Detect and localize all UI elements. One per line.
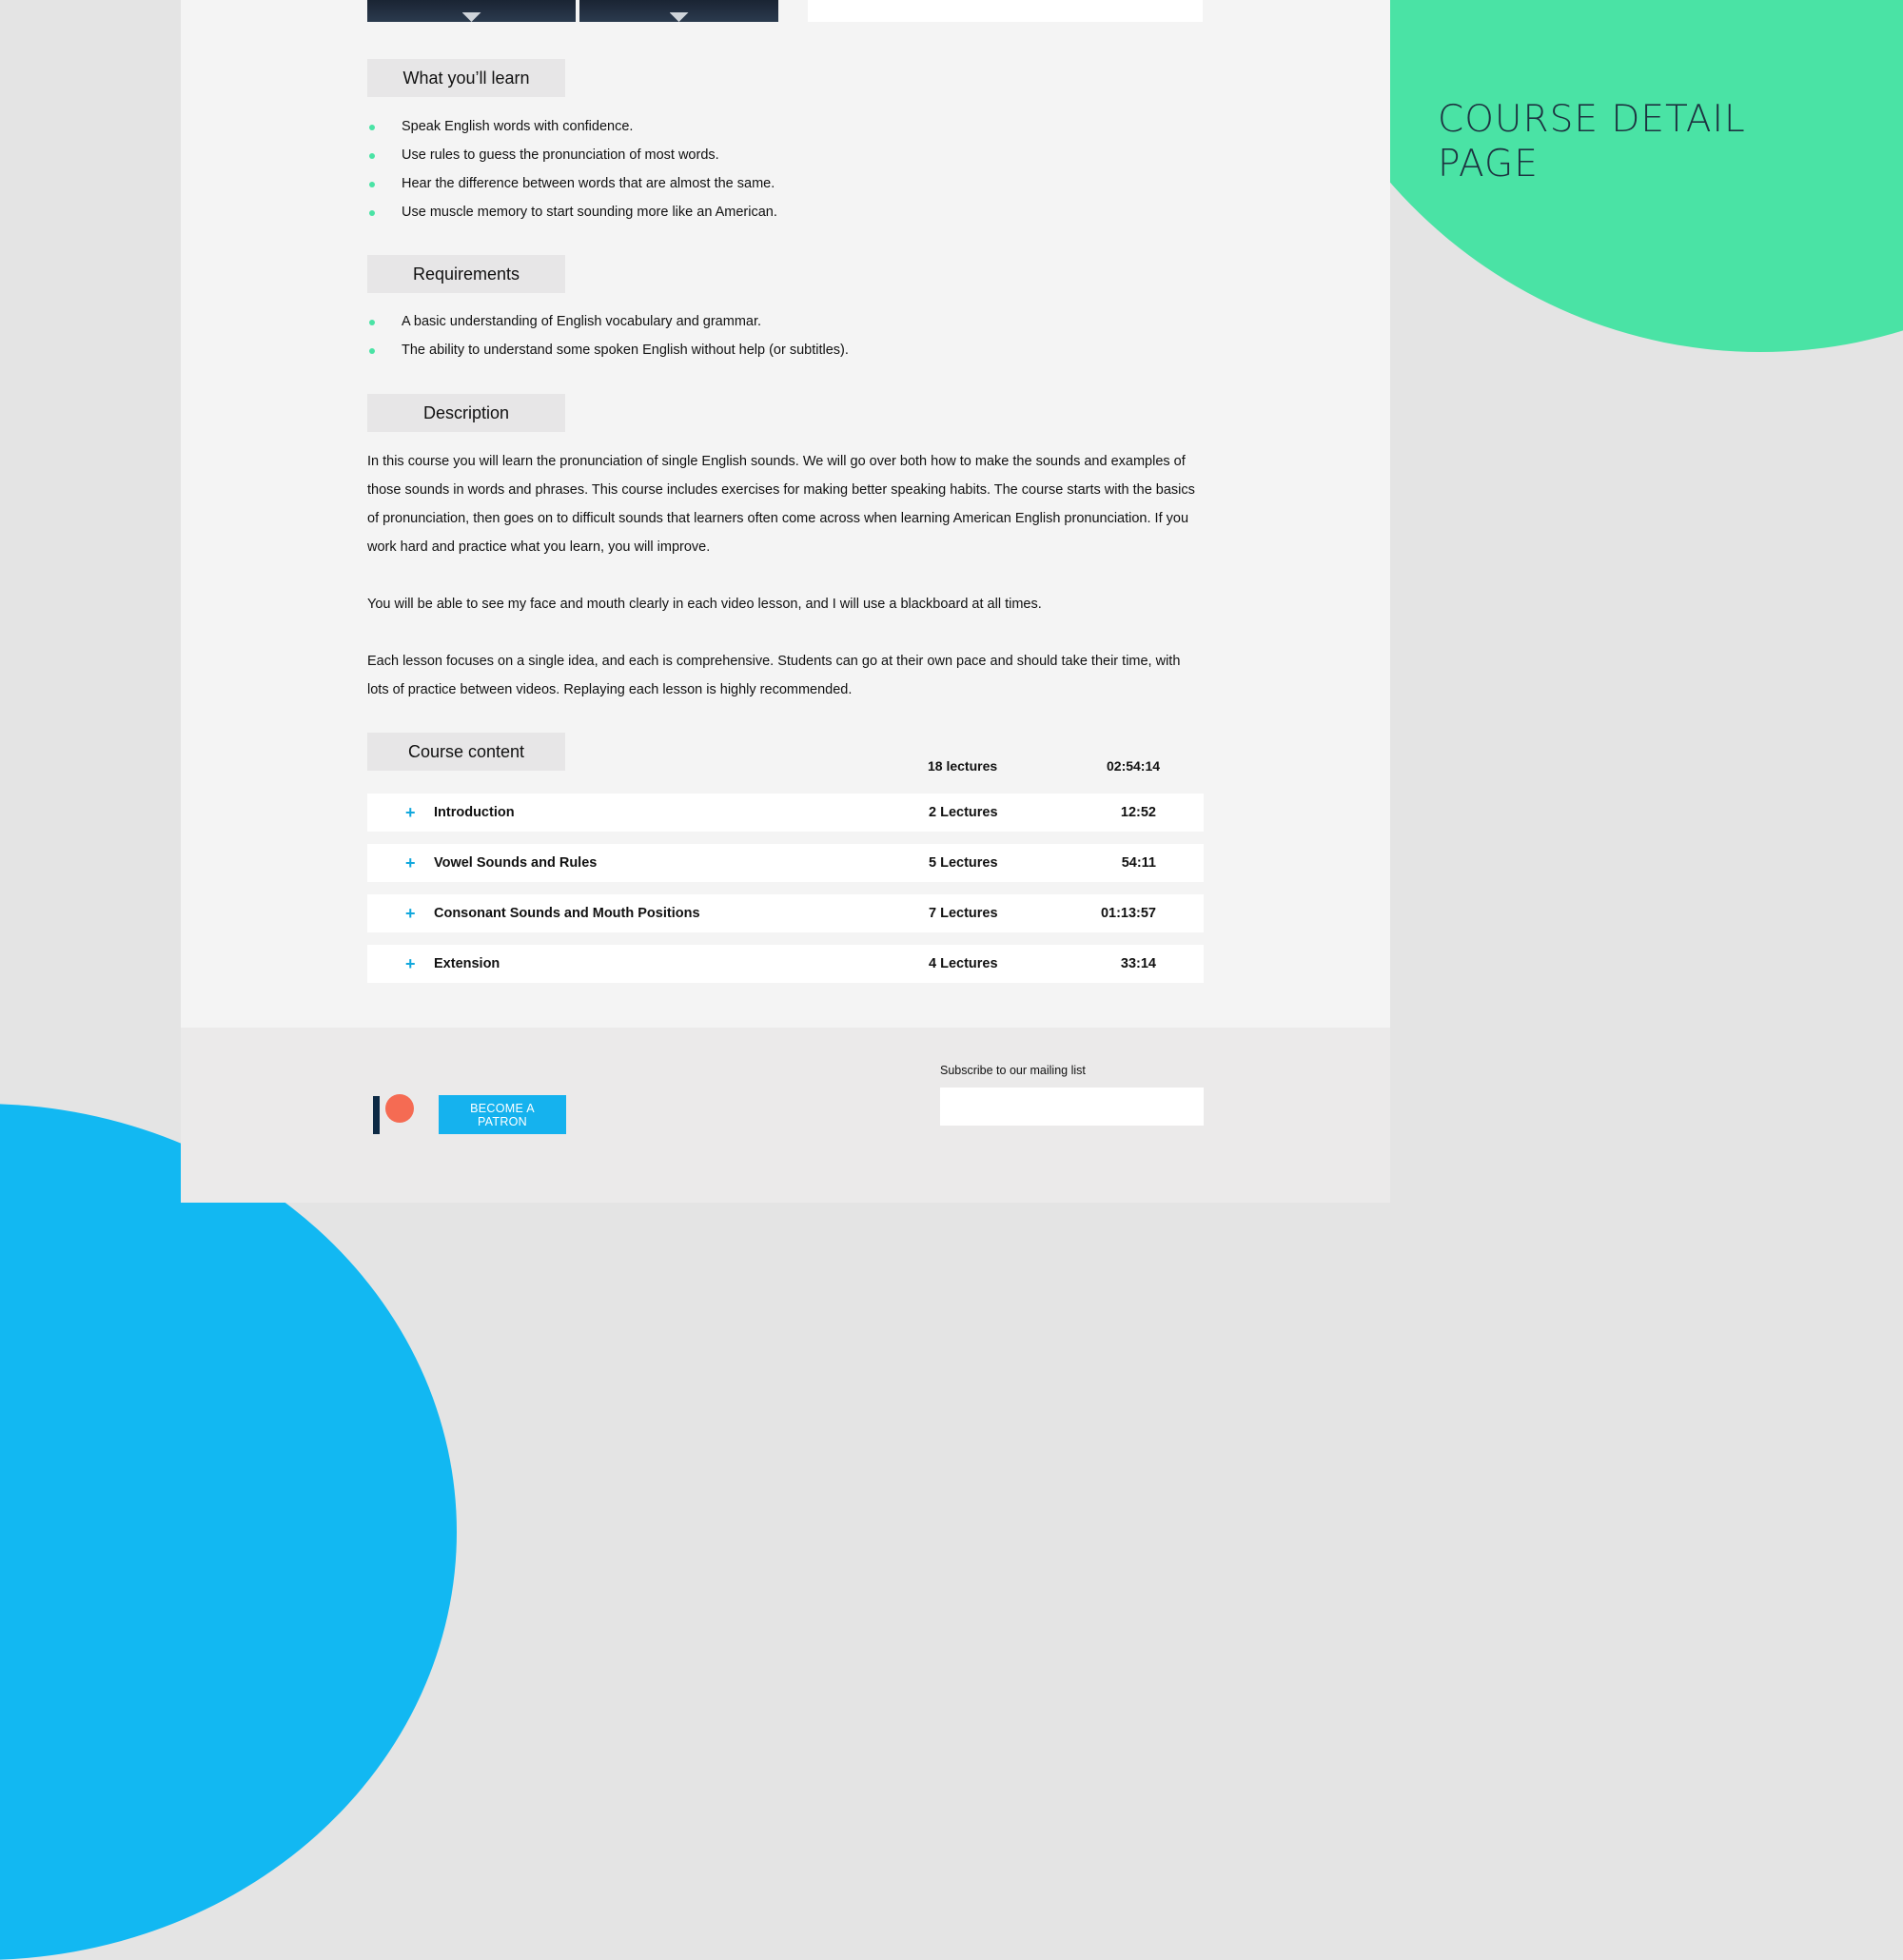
list-item: A basic understanding of English vocabulary and grammar.	[367, 307, 849, 336]
plus-icon[interactable]: +	[405, 853, 416, 872]
section-heading-description: Description	[367, 394, 565, 432]
side-card	[808, 0, 1203, 22]
total-lectures: 18 lectures	[928, 758, 998, 774]
mailing-list-input[interactable]	[940, 1088, 1204, 1126]
course-section-duration: 54:11	[1121, 855, 1156, 871]
course-section-title: Vowel Sounds and Rules	[434, 855, 598, 871]
course-section-row[interactable]	[367, 894, 1204, 932]
section-heading-requirements: Requirements	[367, 255, 565, 293]
become-patron-button[interactable]: BECOME A PATRON	[439, 1095, 566, 1134]
plus-icon[interactable]: +	[405, 954, 416, 973]
course-section-row[interactable]	[367, 844, 1204, 882]
description-text	[367, 447, 1205, 733]
section-heading-content: Course content	[367, 733, 565, 771]
total-duration: 02:54:14	[1107, 758, 1161, 774]
list-item: Use muscle memory to start sounding more like an American.	[367, 198, 777, 226]
course-section-lectures: 4 Lectures	[929, 956, 998, 971]
list-item: Speak English words with confidence.	[367, 112, 777, 141]
site-footer	[181, 1028, 1390, 1203]
section-heading-learn: What you’ll learn	[367, 59, 565, 97]
instructor-video-thumbnail[interactable]	[579, 0, 778, 22]
course-section-row[interactable]	[367, 794, 1204, 832]
plus-icon[interactable]: +	[405, 803, 416, 822]
decorative-blue-circle	[0, 1104, 457, 1960]
course-section-lectures: 5 Lectures	[929, 855, 998, 871]
course-section-lectures: 7 Lectures	[929, 906, 998, 921]
course-section-duration: 12:52	[1120, 805, 1156, 820]
course-section-duration: 01:13:57	[1100, 906, 1156, 921]
list-item: The ability to understand some spoken English without help (or subtitles).	[367, 336, 849, 364]
patreon-logo-icon	[373, 1094, 417, 1136]
description-paragraph: You will be able to see my face and mouth clearly in each video lesson, and I will use a blackboard at all times.	[367, 597, 1042, 612]
page-label: COURSE DETAIL PAGE	[1438, 98, 1746, 186]
course-section-title: Extension	[434, 956, 500, 971]
course-section-lectures: 2 Lectures	[929, 805, 998, 820]
course-section-title: Introduction	[434, 805, 515, 820]
requirements-list	[367, 307, 849, 364]
instructor-video-thumbnail[interactable]	[367, 0, 576, 22]
plus-icon[interactable]: +	[405, 904, 416, 923]
description-paragraph: In this course you will learn the pronunciation of single English sounds. We will go over both how to make the sounds and examples of those sounds in words and phrases. This course includes exercises for making better speaking habits. The course starts with the basics of pronunciation, then goes on to difficult sounds that learners often come across when learning American English pronunciation. If you work hard and practice what you learn, you will improve.	[367, 454, 1195, 555]
description-paragraph: Each lesson focuses on a single idea, and each is comprehensive. Students can go at their own pace and should take their time, with lots of practice between videos. Replaying each lesson is highly recommended.	[367, 654, 1181, 697]
mailing-list-label: Subscribe to our mailing list	[940, 1064, 1086, 1077]
list-item: Hear the difference between words that are almost the same.	[367, 169, 777, 198]
course-section-row[interactable]	[367, 945, 1204, 983]
course-section-duration: 33:14	[1120, 956, 1156, 971]
list-item: Use rules to guess the pronunciation of most words.	[367, 141, 777, 169]
course-section-title: Consonant Sounds and Mouth Positions	[434, 906, 700, 921]
learn-list	[367, 112, 777, 226]
